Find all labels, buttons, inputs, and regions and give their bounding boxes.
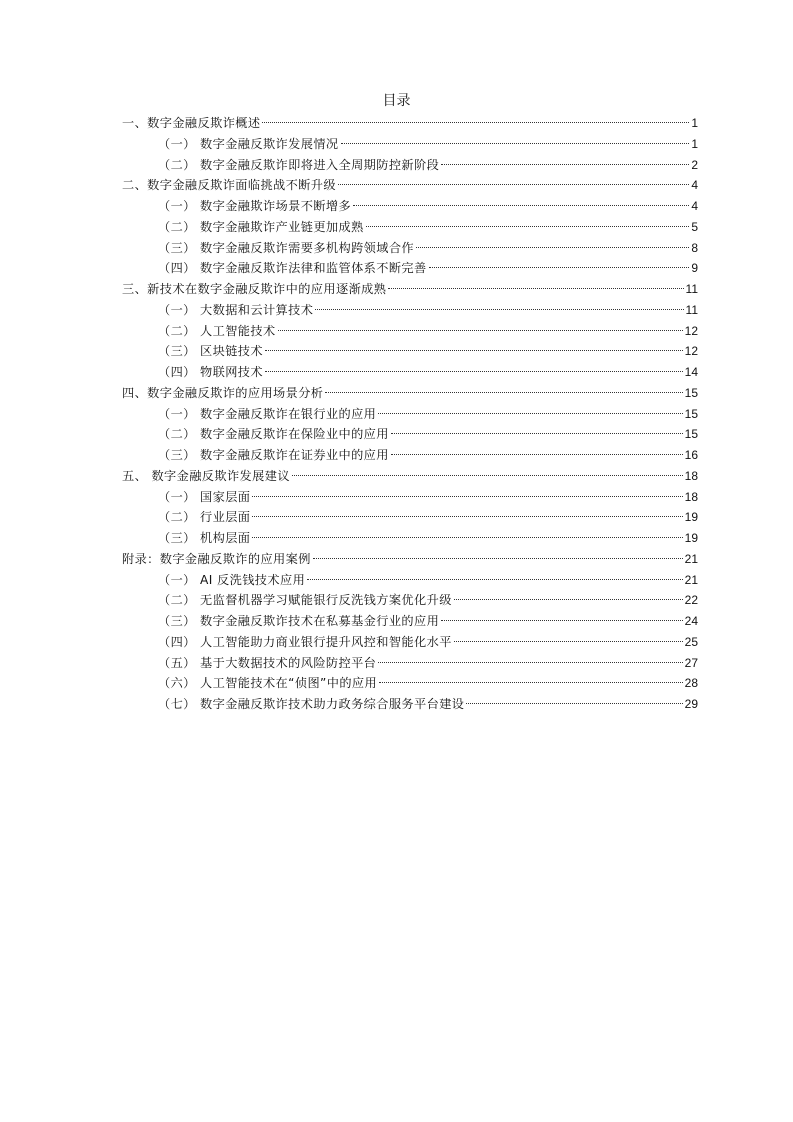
- toc-dot-leader: [378, 662, 682, 663]
- toc-section-entry[interactable]: [122, 466, 698, 487]
- toc-entry-title: （四） 数字金融反欺诈法律和监管体系不断完善: [158, 261, 427, 276]
- toc-entry-title: （二） 数字金融欺诈产业链更加成熟: [158, 219, 364, 234]
- toc-dot-leader: [252, 537, 682, 538]
- toc-entry-title: （一） 数字金融欺诈场景不断增多: [158, 199, 352, 213]
- toc-title: 目录: [382, 93, 411, 109]
- toc-page-number: 25: [684, 634, 698, 649]
- table-of-contents: [122, 113, 698, 715]
- toc-page-number: 29: [684, 697, 698, 711]
- toc-subsection-entry[interactable]: [122, 300, 698, 321]
- toc-dot-leader: [353, 205, 689, 206]
- toc-entry-title: （一） 数字金融反欺诈在银行业的应用: [158, 406, 377, 421]
- toc-subsection-entry[interactable]: [122, 611, 698, 632]
- toc-subsection-entry[interactable]: [122, 507, 698, 528]
- toc-entry-title: （三） 数字金融反欺诈技术在私募基金行业的应用: [158, 614, 440, 628]
- toc-section-entry[interactable]: [122, 383, 698, 404]
- toc-entry-title: （四） 人工智能助力商业银行提升风控和智能化水平: [158, 634, 452, 649]
- toc-entry-title: （一） 数字金融反欺诈发展情况: [158, 136, 339, 151]
- toc-subsection-entry[interactable]: [122, 217, 698, 238]
- toc-page-number: 15: [684, 427, 698, 442]
- toc-entry-title: （二） 人工智能技术: [158, 323, 276, 338]
- toc-entry-title: （二） 数字金融反欺诈即将进入全周期防控新阶段: [158, 157, 440, 172]
- toc-entry-title: 二、数字金融反欺诈面临挑战不断升级: [122, 178, 336, 193]
- toc-dot-leader: [313, 558, 683, 559]
- toc-page-number: 2: [691, 157, 698, 172]
- toc-entry-title: （三） 数字金融反欺诈需要多机构跨领域合作: [158, 240, 415, 255]
- toc-page-number: 27: [684, 655, 698, 670]
- toc-subsection-entry[interactable]: [122, 424, 698, 445]
- toc-dot-leader: [325, 392, 682, 393]
- toc-subsection-entry[interactable]: [122, 445, 698, 466]
- toc-entry-title: 五、 数字金融反欺诈发展建议: [122, 468, 290, 483]
- toc-subsection-entry[interactable]: [122, 155, 698, 176]
- toc-dot-leader: [391, 433, 683, 434]
- toc-dot-leader: [338, 184, 689, 185]
- toc-dot-leader: [262, 122, 689, 123]
- toc-subsection-entry[interactable]: [122, 673, 698, 694]
- toc-page-number: 14: [684, 365, 698, 379]
- toc-page-number: 22: [684, 593, 698, 608]
- toc-page-number: 15: [684, 385, 698, 400]
- toc-entry-title: （二） 无监督机器学习赋能银行反洗钱方案优化升级: [158, 593, 452, 608]
- toc-entry-title: （三） 机构层面: [158, 531, 251, 545]
- toc-page-number: 11: [685, 302, 698, 317]
- toc-entry-title: 三、新技术在数字金融反欺诈中的应用逐渐成熟: [122, 282, 387, 296]
- toc-subsection-entry[interactable]: [122, 653, 698, 674]
- toc-dot-leader: [252, 516, 682, 517]
- toc-entry-title: （一） 大数据和云计算技术: [158, 302, 314, 317]
- toc-page-number: 12: [684, 344, 698, 359]
- toc-dot-leader: [429, 267, 690, 268]
- toc-dot-leader: [378, 413, 682, 414]
- toc-page-number: 1: [691, 116, 698, 130]
- toc-page-number: 18: [684, 468, 698, 483]
- toc-subsection-entry[interactable]: [122, 362, 698, 383]
- toc-page-number: 24: [684, 614, 698, 628]
- toc-dot-leader: [366, 226, 690, 227]
- toc-dot-leader: [388, 288, 683, 289]
- toc-dot-leader: [265, 371, 683, 372]
- toc-subsection-entry[interactable]: [122, 694, 698, 715]
- toc-dot-leader: [391, 454, 683, 455]
- toc-entry-title: （四） 物联网技术: [158, 365, 263, 379]
- toc-section-entry[interactable]: [122, 113, 698, 134]
- toc-page-number: 16: [684, 448, 698, 462]
- toc-subsection-entry[interactable]: [122, 528, 698, 549]
- toc-subsection-entry[interactable]: [122, 196, 698, 217]
- toc-page-number: 19: [684, 510, 698, 525]
- toc-subsection-entry[interactable]: [122, 590, 698, 611]
- toc-dot-leader: [441, 620, 682, 621]
- toc-dot-leader: [466, 703, 682, 704]
- toc-dot-leader: [265, 350, 683, 351]
- toc-page-number: 15: [684, 406, 698, 421]
- toc-dot-leader: [307, 579, 682, 580]
- toc-page-number: 18: [684, 489, 698, 504]
- toc-dot-leader: [454, 641, 683, 642]
- toc-subsection-entry[interactable]: [122, 632, 698, 653]
- toc-dot-leader: [416, 247, 689, 248]
- toc-section-entry[interactable]: [122, 549, 698, 570]
- toc-page-number: 21: [684, 551, 698, 566]
- toc-subsection-entry[interactable]: [122, 404, 698, 425]
- toc-page-number: 5: [691, 219, 698, 234]
- toc-dot-leader: [278, 330, 683, 331]
- toc-dot-leader: [292, 475, 683, 476]
- toc-subsection-entry[interactable]: [122, 238, 698, 259]
- toc-dot-leader: [379, 682, 683, 683]
- toc-entry-title: （二） 行业层面: [158, 510, 251, 525]
- toc-page-number: 19: [684, 531, 698, 545]
- toc-subsection-entry[interactable]: [122, 134, 698, 155]
- toc-section-entry[interactable]: [122, 279, 698, 300]
- toc-subsection-entry[interactable]: [122, 341, 698, 362]
- toc-dot-leader: [315, 309, 683, 310]
- toc-page-number: 12: [684, 323, 698, 338]
- toc-entry-title: （七） 数字金融反欺诈技术助力政务综合服务平台建设: [158, 697, 465, 711]
- toc-dot-leader: [341, 143, 690, 144]
- toc-dot-leader: [441, 164, 689, 165]
- toc-page-number: 4: [691, 199, 698, 213]
- toc-entry-title: 附录：数字金融反欺诈的应用案例: [122, 551, 311, 566]
- toc-page-number: 1: [691, 136, 698, 151]
- toc-entry-title: （六） 人工智能技术在“侦图”中的应用: [158, 676, 378, 691]
- toc-entry-title: （三） 区块链技术: [158, 344, 263, 359]
- toc-page-number: 9: [691, 261, 698, 276]
- toc-entry-title: 四、数字金融反欺诈的应用场景分析: [122, 385, 324, 400]
- toc-entry-title: （一） 国家层面: [158, 489, 251, 504]
- toc-section-entry[interactable]: [122, 175, 698, 196]
- toc-subsection-entry[interactable]: [122, 570, 698, 591]
- toc-entry-title: （五） 基于大数据技术的风险防控平台: [158, 655, 377, 670]
- toc-page-number: 28: [684, 676, 698, 691]
- toc-subsection-entry[interactable]: [122, 258, 698, 279]
- toc-entry-title: （一） AI 反洗钱技术应用: [158, 572, 306, 587]
- toc-subsection-entry[interactable]: [122, 321, 698, 342]
- toc-entry-title: （三） 数字金融反欺诈在证券业中的应用: [158, 448, 389, 462]
- toc-page-number: 8: [691, 240, 698, 255]
- toc-page-number: 11: [685, 282, 698, 296]
- toc-dot-leader: [252, 496, 682, 497]
- toc-page-number: 21: [684, 572, 698, 587]
- toc-entry-title: 一、数字金融反欺诈概述: [122, 116, 261, 130]
- toc-entry-title: （二） 数字金融反欺诈在保险业中的应用: [158, 427, 389, 442]
- toc-dot-leader: [454, 599, 683, 600]
- toc-page-number: 4: [691, 178, 698, 193]
- toc-subsection-entry[interactable]: [122, 487, 698, 508]
